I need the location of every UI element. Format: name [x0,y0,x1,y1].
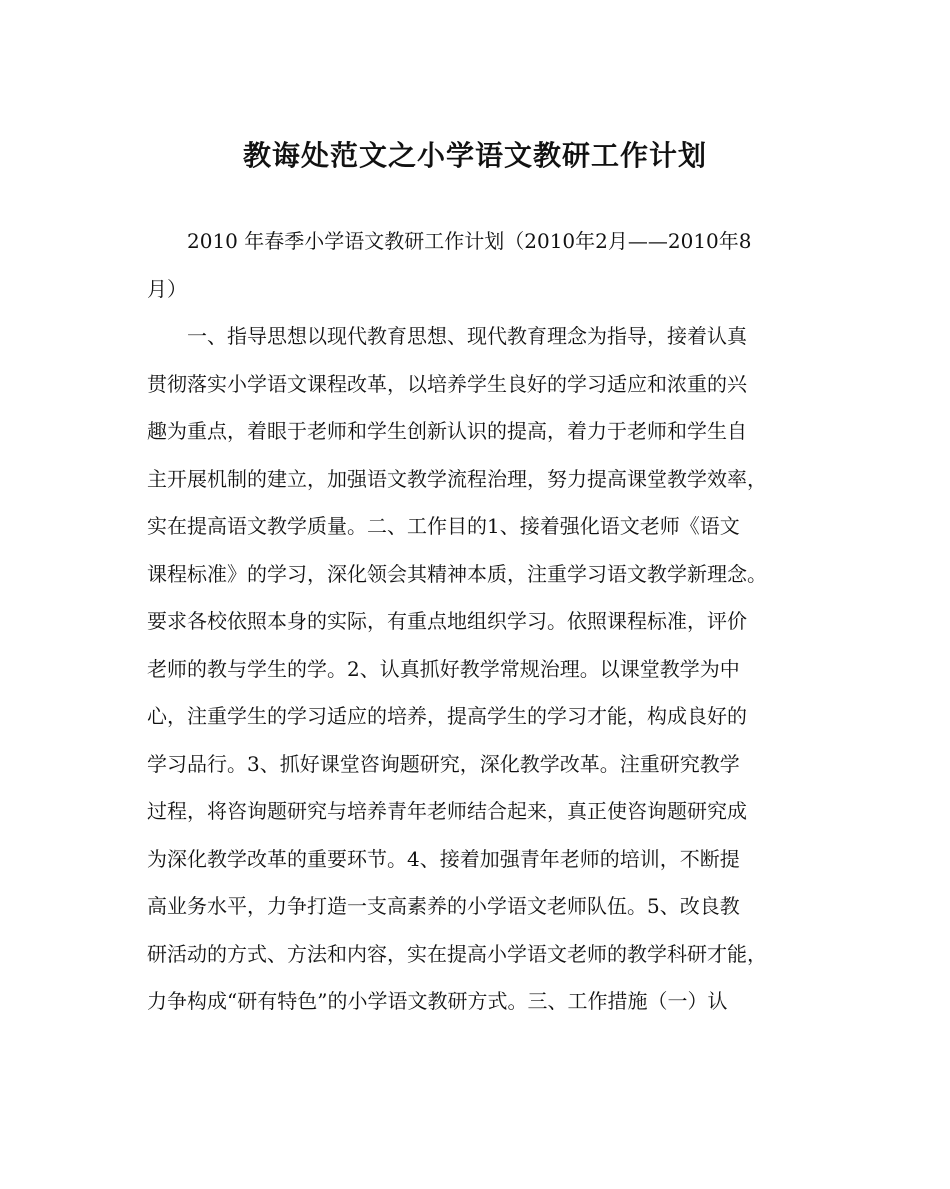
body-line: 高业务水平，力争打造一支高素养的小学语文老师队伍。5、改良教 [147,894,740,918]
body-line: 要求各校依照本身的实际，有重点地组织学习。依照课程标准，评价 [147,609,747,633]
body-line: 趣为重点，着眼于老师和学生创新认识的提高，着力于老师和学生自 [147,419,747,443]
document-title: 教诲处范文之小学语文教研工作计划 [242,139,707,172]
body-line: 主开展机制的建立，加强语文教学流程治理，努力提高课堂教学效率， [147,466,767,491]
body-line: 课程标准》的学习，深化领会其精神本质，注重学习语文教学新理念。 [147,561,767,586]
body-line: 力争构成“研有特色”的小学语文教研方式。三、工作措施（一）认 [147,989,728,1013]
document-body [147,218,807,1026]
body-line: 过程，将咨询题研究与培养青年老师结合起来，真正使咨询题研究成 [147,799,747,823]
body-line: 实在提高语文教学质量。二、工作目的1、接着强化语文老师《语文 [147,514,740,538]
body-line: 学习品行。3、抓好课堂咨询题研究，深化教学改革。注重研究教学 [147,751,740,776]
body-line: 2010 年春季小学语文教研工作计划（2010年2月——2010年8 [187,229,752,253]
body-line: 研活动的方式、方法和内容，实在提高小学语文老师的教学科研才能， [147,941,767,966]
body-line: 月） [147,276,187,301]
body-line: 一、指导思想以现代教育思想、现代教育理念为指导，接着认真 [187,324,747,348]
body-line: 心，注重学生的学习适应的培养，提高学生的学习才能，构成良好的 [147,704,747,728]
body-line: 老师的教与学生的学。2、认真抓好教学常规治理。以课堂教学为中 [147,656,740,681]
body-line: 贯彻落实小学语文课程改革，以培养学生良好的学习适应和浓重的兴 [147,371,747,396]
body-line: 为深化教学改革的重要环节。4、接着加强青年老师的培训，不断提 [147,846,740,871]
